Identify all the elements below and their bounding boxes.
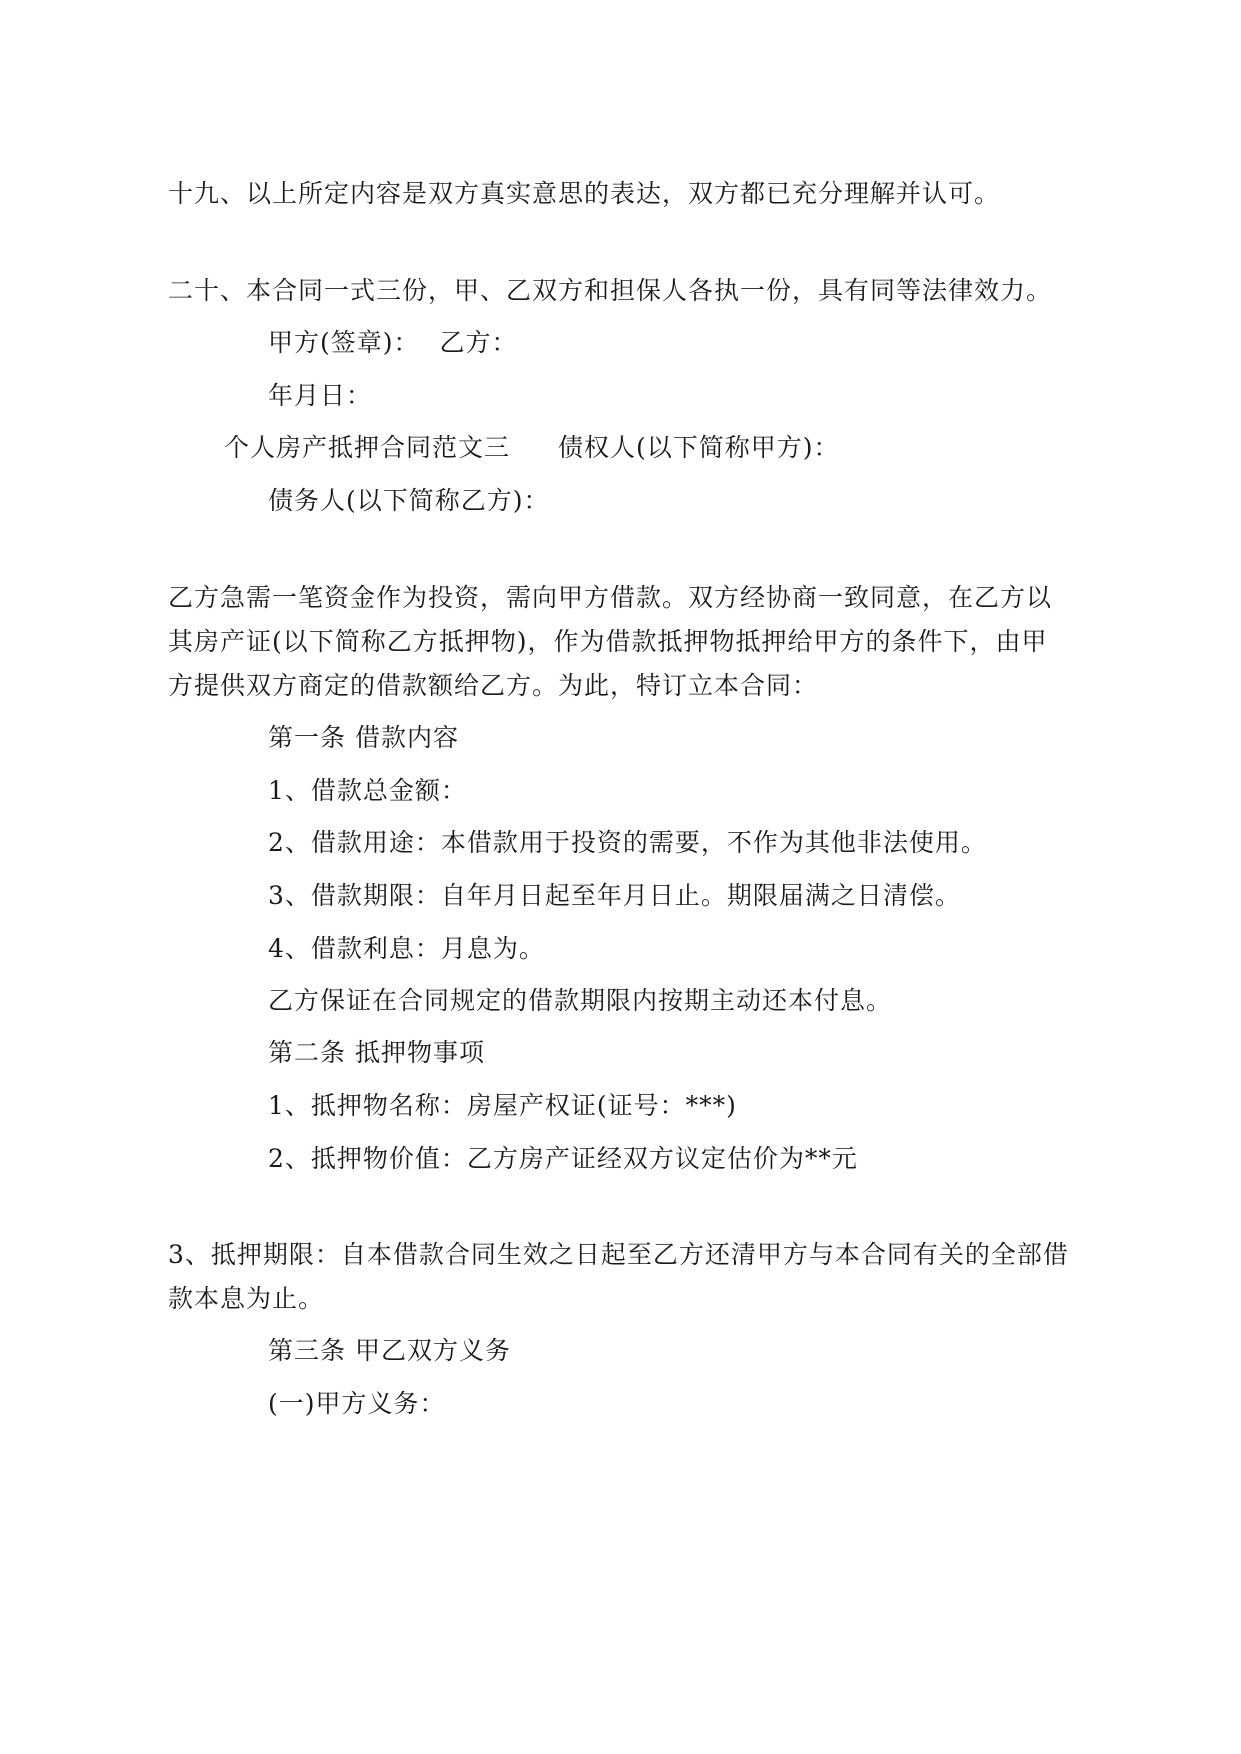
party-a-signature-label: 甲方(签章)： — [268, 328, 420, 357]
party-b-signature-label: 乙方： — [439, 328, 518, 357]
article-2-item-2: 2、抵押物价值：乙方房产证经双方议定估价为**元 — [268, 1144, 858, 1173]
article-2-item-1: 1、抵押物名称：房屋产权证(证号：***) — [268, 1091, 737, 1120]
clause-20: 二十、本合同一式三份，甲、乙双方和担保人各执一份，具有同等法律效力。 — [168, 276, 1053, 305]
intro-line-1: 乙方急需一笔资金作为投资，需向甲方借款。双方经协商一致同意，在乙方以 — [168, 583, 1053, 612]
article-3-title: 第三条 甲乙双方义务 — [268, 1336, 511, 1365]
article-1-item-3: 3、借款期限：自年月日起至年月日止。期限届满之日清偿。 — [268, 881, 961, 910]
contract-heading-line — [224, 433, 840, 463]
debtor-label: 债务人(以下简称乙方)： — [268, 486, 550, 515]
article-1-item-2: 2、借款用途：本借款用于投资的需要，不作为其他非法使用。 — [268, 828, 987, 857]
intro-line-2: 其房产证(以下简称乙方抵押物)，作为借款抵押物抵押给甲方的条件下，由甲 — [168, 627, 1048, 656]
creditor-label: 债权人(以下简称甲方)： — [558, 433, 840, 462]
article-2-item-3-line-2: 款本息为止。 — [168, 1284, 325, 1313]
article-1-item-1: 1、借款总金额： — [268, 776, 467, 805]
intro-line-3: 方提供双方商定的借款额给乙方。为此，特订立本合同： — [168, 671, 819, 700]
clause-19: 十九、以上所定内容是双方真实意思的表达，双方都已充分理解并认可。 — [168, 179, 1001, 208]
article-3-sub-1: (一)甲方义务： — [268, 1389, 446, 1418]
contract-title: 个人房产抵押合同范文三 — [224, 433, 511, 462]
date-line: 年月日： — [268, 381, 373, 410]
article-1-guarantee: 乙方保证在合同规定的借款期限内按期主动还本付息。 — [268, 986, 893, 1015]
article-2-item-3-line-1: 3、抵押期限：自本借款合同生效之日起至乙方还清甲方与本合同有关的全部借 — [168, 1240, 1069, 1269]
article-2-title: 第二条 抵押物事项 — [268, 1038, 485, 1067]
article-1-title: 第一条 借款内容 — [268, 723, 459, 752]
article-1-item-4: 4、借款利息：月息为。 — [268, 934, 545, 963]
signature-line — [268, 328, 518, 358]
